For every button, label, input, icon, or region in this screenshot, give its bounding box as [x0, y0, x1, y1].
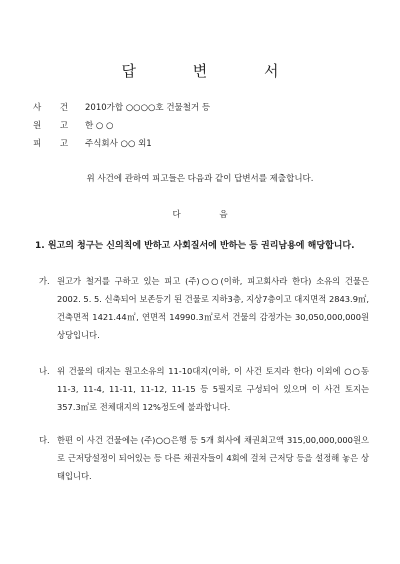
- defendant-value: 주식회사 ○○ 외1: [85, 139, 152, 149]
- plaintiff-label: 원 고: [33, 121, 77, 131]
- item-ga: [39, 272, 369, 344]
- item-marker: 다.: [39, 435, 50, 445]
- defendant-line: [33, 137, 152, 149]
- document-title: 답 변 서: [121, 62, 305, 80]
- item-na: [39, 362, 369, 416]
- case-line: [33, 101, 210, 113]
- item-text: 위 건물의 대지는 원고소유의 11-10대지(이하, 이 사건 토지라 한다) 이외에 ○○동 11-3, 11-4, 11-11, 11-12, 11-15 등 5필지로 구성되어 있으며 이 사건 토지는 357.3㎡로 전체대지의 12%정도에 불과합니다.: [57, 366, 369, 412]
- item-text: 원고가 철거를 구하고 있는 피고 (주)○○(이하, 피고회사라 한다) 소유의 건물은 2002. 5. 5. 신축되어 보존등기 된 건물로 지하3층, 지상7층이고 대지면적 2843.9㎡, 건축면적 1421.44㎡, 연면적 14990.3㎡로서 건물의 감정가는 30,050,000,000원 상당입니다.: [57, 276, 369, 340]
- dagum-heading: 다 음: [172, 210, 246, 220]
- section-1-heading: 1. 원고의 청구는 신의칙에 반하고 사회질서에 반하는 등 권리남용에 해당합니다.: [35, 241, 355, 251]
- item-marker: 가.: [39, 276, 50, 286]
- item-text: 한편 이 사건 건물에는 (주)○○은행 등 5개 회사에 채권최고액 315,00,000,000원으로 근저당설정이 되어있는 등 다른 채권자들이 4회에 걸쳐 근저당 등을 설정해 놓은 상태입니다.: [57, 435, 369, 481]
- plaintiff-line: [33, 119, 113, 131]
- defendant-label: 피 고: [33, 139, 77, 149]
- case-label: 사 건: [33, 103, 77, 113]
- item-da: [39, 431, 369, 485]
- plaintiff-value: 한 ○ ○: [85, 121, 114, 131]
- intro-sentence: 위 사건에 관하여 피고들은 다음과 같이 답변서를 제출합니다.: [86, 174, 314, 184]
- case-value: 2010가합 ○○○○호 건물철거 등: [85, 103, 211, 113]
- item-marker: 나.: [39, 366, 50, 376]
